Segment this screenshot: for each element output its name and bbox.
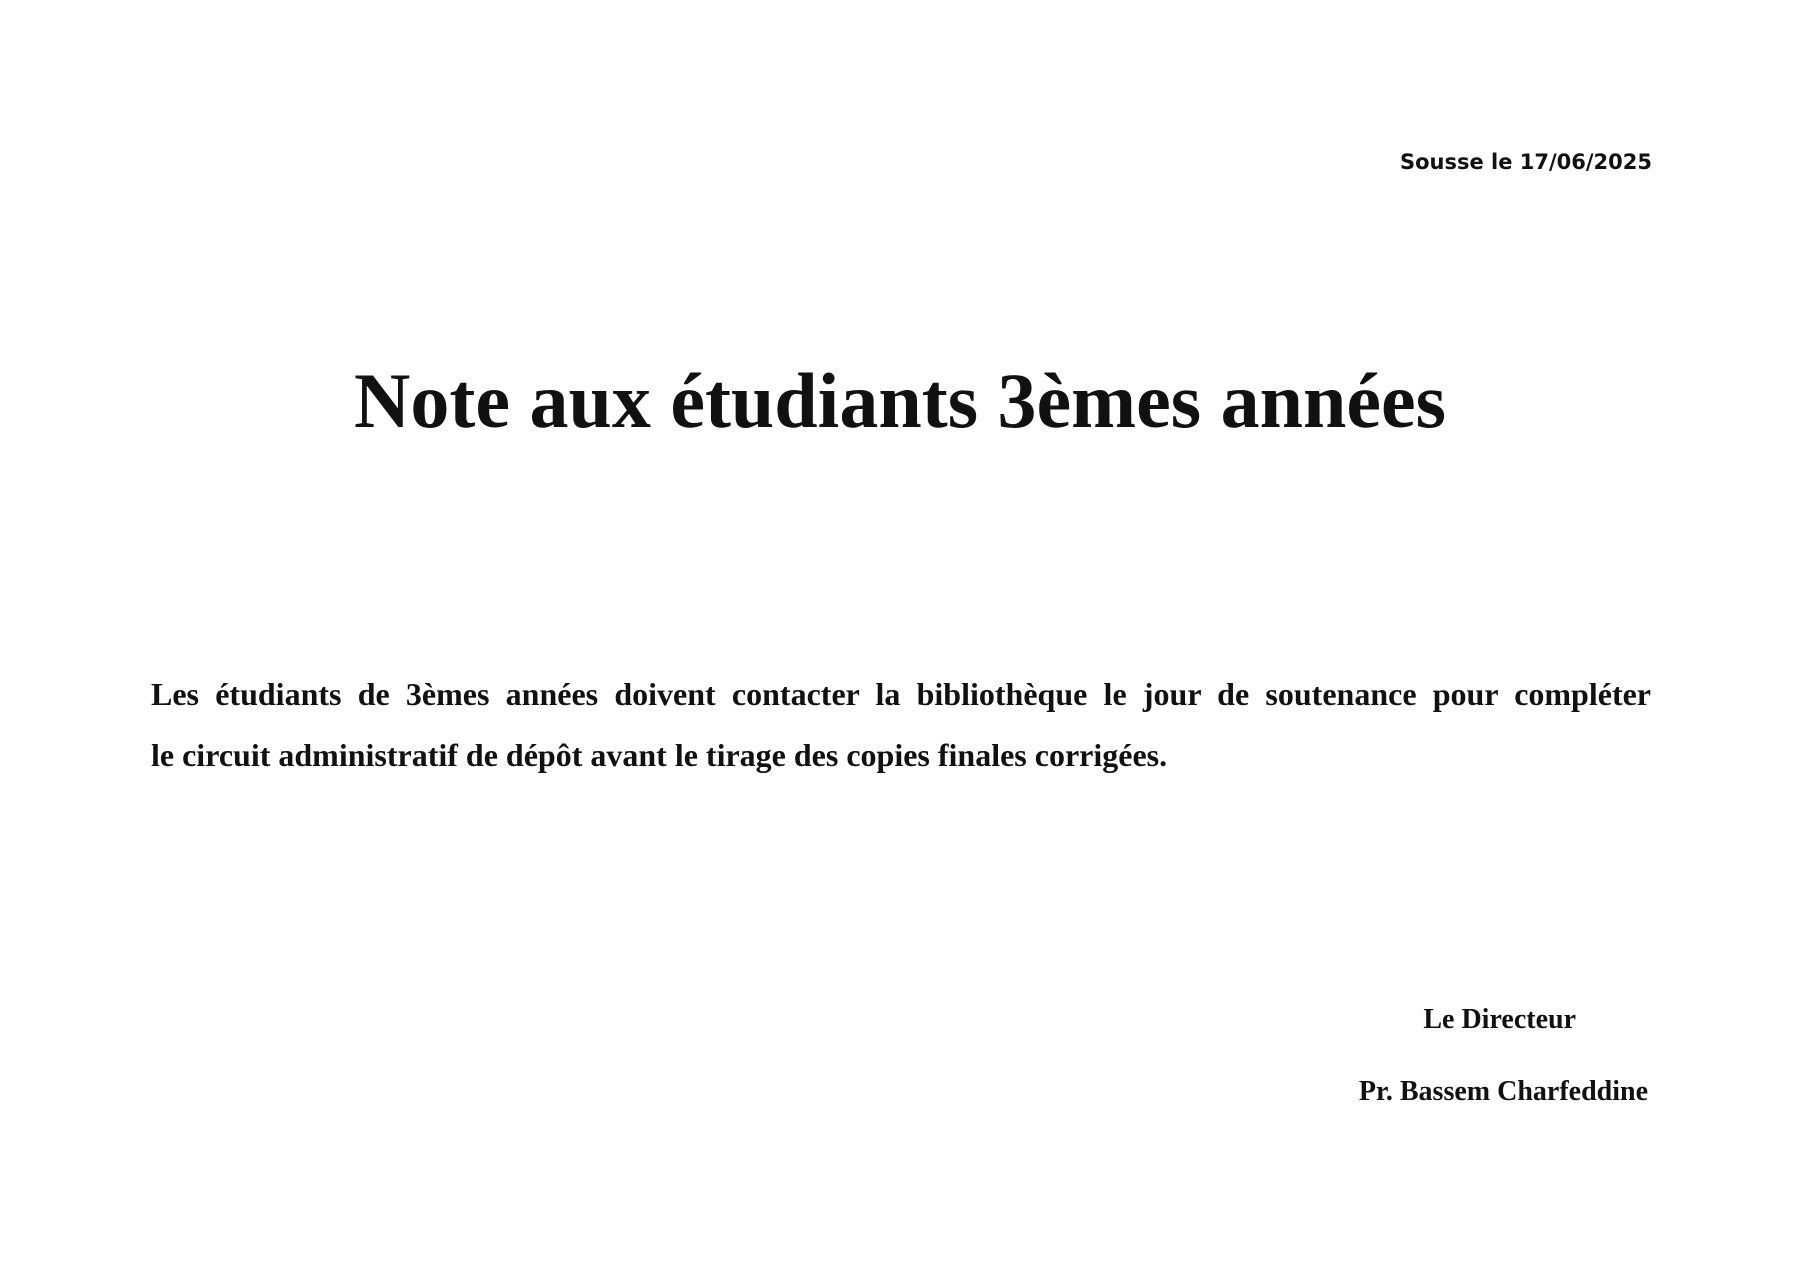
date-line: Sousse le 17/06/2025 (1399, 150, 1652, 174)
signature-name: Pr. Bassem Charfeddine (1358, 1076, 1648, 1107)
body-line-2: le circuit administratif de dépôt avant le tirage des copies finales corrigées. (151, 737, 1168, 773)
body-paragraph (151, 664, 1651, 786)
signature-role: Le Directeur (1423, 1004, 1576, 1035)
document-title: Note aux étudiants 3èmes années (354, 357, 1446, 444)
body-line-1: Les étudiants de 3èmes années doivent contacter la bibliothèque le jour de soutenance pour compléter (151, 676, 1651, 712)
